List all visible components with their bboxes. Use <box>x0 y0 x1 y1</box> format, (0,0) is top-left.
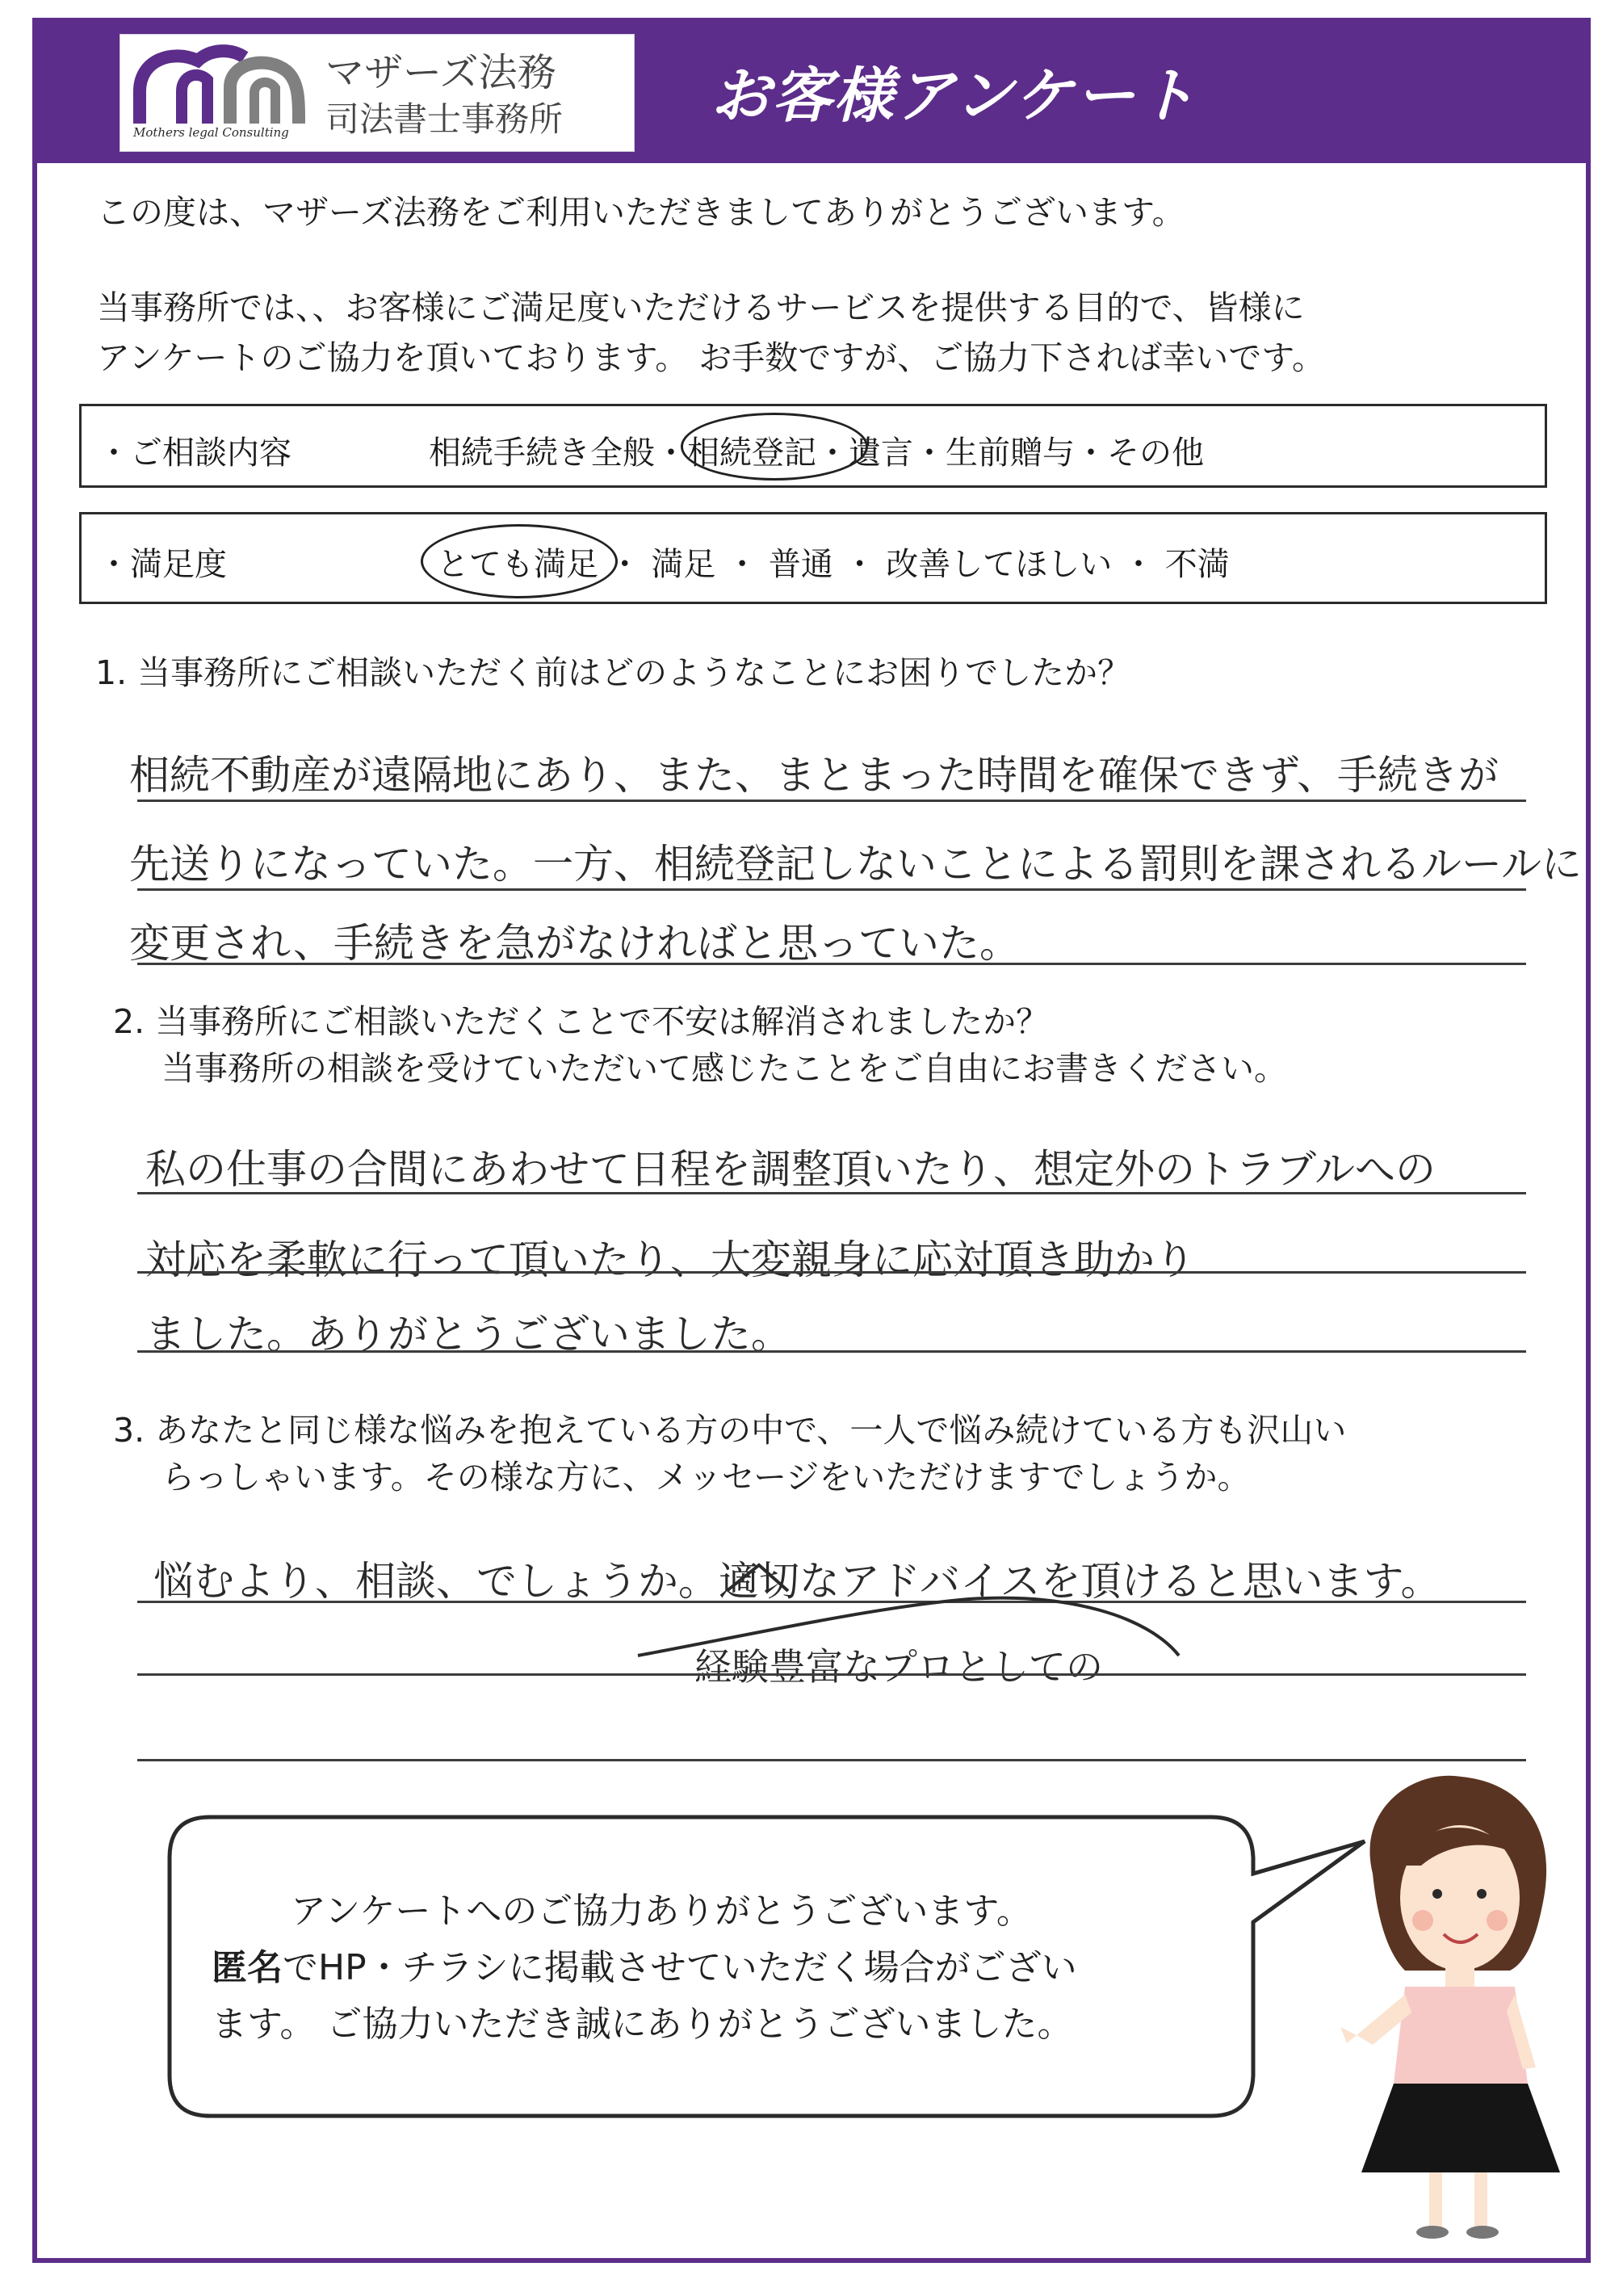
logo <box>120 34 635 152</box>
consultation-label: ・ご相談内容 <box>98 434 291 472</box>
answer-1-line-2: 先送りになっていた。一方、相続登記しないことによる罰則を課されるルールに <box>129 841 1582 888</box>
answer-line <box>137 1350 1526 1353</box>
answer-line <box>137 888 1526 891</box>
question-2-line-1: 2. 当事務所にご相談いただくことで不安は解消されましたか？ <box>113 1002 1050 1041</box>
consultation-options: 相続手続き全般・相続登記・遺言・生前贈与・その他 <box>429 434 1204 472</box>
satisfaction-box <box>79 512 1547 604</box>
question-2-line-2: 当事務所の相談を受けていただいて感じたことをご自由にお書きください。 <box>161 1049 1287 1088</box>
logo-office: 司法書士事務所 <box>325 99 564 139</box>
closing-line-1: アンケートへのご協力ありがとうございます。 <box>291 1891 1032 1932</box>
answer-3-insert: 経験豊富なプロとしての <box>694 1645 1103 1689</box>
answer-1-line-1: 相続不動産が遠隔地にあり、また、まとまった時間を確保できず、手続きが <box>129 752 1499 799</box>
consultation-selected-circle <box>681 413 868 481</box>
answer-line <box>137 1759 1526 1761</box>
anonymous-word: 匿名 <box>212 1947 283 1988</box>
consultation-box <box>79 404 1547 488</box>
intro-line-1: この度は、マザーズ法務をご利用いただきましてありがとうございます。 <box>97 193 1185 232</box>
woman-guide-illustration-icon <box>1324 1761 1591 2245</box>
answer-line <box>137 1192 1526 1194</box>
closing-line-2-rest: でHP・チラシに掲載させていただく場合がござい <box>283 1947 1077 1988</box>
answer-line <box>137 963 1526 965</box>
satisfaction-label: ・満足度 <box>98 546 227 583</box>
question-3-line-2: らっしゃいます。その様な方に、メッセージをいただけますでしょうか。 <box>161 1458 1251 1496</box>
logo-name: マザーズ法務 <box>325 50 556 95</box>
satisfaction-selected-circle <box>421 524 618 598</box>
satisfaction-options: とても満足 ・ 満足 ・ 普通 ・ 改善してほしい ・ 不満 <box>437 546 1230 583</box>
answer-line <box>137 1673 1526 1676</box>
answer-3-line-1: 悩むより、相談、でしょうか。適切なアドバイスを頂けると思います。 <box>153 1558 1441 1605</box>
intro-line-2: 当事務所では、、お客様にご満足度いただけるサービスを提供する目的で、皆様に <box>97 288 1305 327</box>
question-3-line-1: 3. あなたと同じ様な悩みを抱えている方の中で、一人で悩み続けている方も沢山い <box>113 1411 1347 1450</box>
answer-line <box>137 1271 1526 1274</box>
answer-1-line-3: 変更され、手続きを急がなければと思っていた。 <box>129 920 1020 967</box>
closing-line-3: ます。 ご協力いただき誠にありがとうございました。 <box>212 2004 1073 2045</box>
closing-line-2 <box>212 1938 1077 1990</box>
page-title: お客様アンケート <box>711 61 1198 131</box>
m-logo-mark-icon <box>133 43 319 133</box>
logo-subtitle: Mothers legal Consulting <box>133 125 289 140</box>
answer-2-line-3: ました。ありがとうございました。 <box>145 1311 791 1358</box>
answer-2-line-2: 対応を柔軟に行って頂いたり、大変親身に応対頂き助かり <box>145 1236 1195 1283</box>
question-1: 1. 当事務所にご相談いただく前はどのようなことにお困りでしたか？ <box>95 653 1131 692</box>
answer-2-line-1: 私の仕事の合間にあわせて日程を調整頂いたり、想定外のトラブルへの <box>145 1146 1436 1193</box>
answer-line <box>137 800 1526 802</box>
intro-line-3: アンケートのご協力を頂いております。 お手数ですが、ご協力下されば幸いです。 <box>97 338 1326 377</box>
